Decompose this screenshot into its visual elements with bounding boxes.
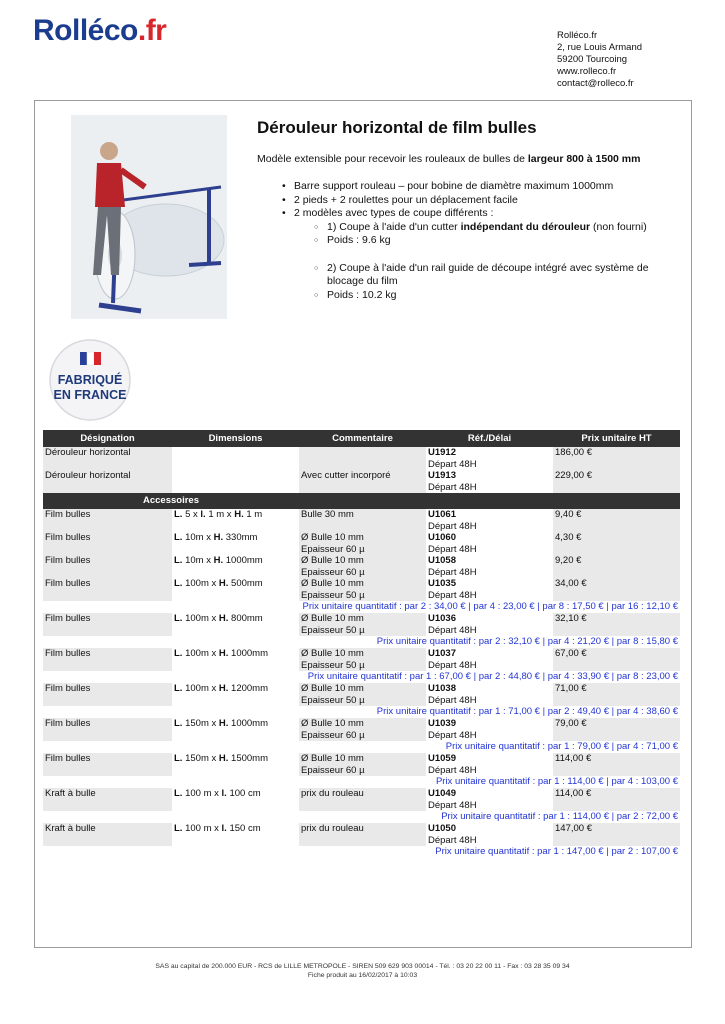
dimension-key: H.	[218, 683, 229, 694]
delay-text: Départ 48H	[428, 624, 477, 636]
dimension-key: H.	[218, 578, 229, 589]
made-in-france-badge	[48, 338, 132, 422]
feature-list	[278, 180, 688, 302]
quantity-price-text: Prix unitaire quantitatif : par 2 : 32,10 € | par 4 : 21,20 € | par 8 : 15,80 €	[376, 636, 678, 647]
dimension-key: H.	[218, 753, 229, 764]
delay-text: Départ 48H	[428, 834, 477, 846]
dimension-key: l.	[221, 823, 227, 834]
price-text: 229,00 €	[555, 470, 592, 481]
ref-code: U1912	[428, 447, 456, 458]
comment-text: Epaisseur 60 µ	[301, 729, 365, 741]
quantity-price-cell	[43, 636, 680, 648]
cell-ref	[426, 447, 553, 470]
model-list	[294, 221, 688, 303]
dimension-value: 150 cm	[226, 823, 261, 834]
address-email-link[interactable]: contact@rolleco.fr	[557, 78, 634, 89]
ref-code: U1036	[428, 613, 456, 624]
dimension-key: H.	[218, 718, 229, 729]
designation-text: Film bulles	[45, 648, 91, 659]
dimension-value: 100m x	[182, 683, 219, 694]
quantity-price-row	[43, 811, 680, 823]
delay-text: Départ 48H	[428, 799, 477, 811]
ref-code: U1058	[428, 555, 456, 566]
table-row	[43, 509, 680, 532]
product-table	[43, 430, 680, 858]
footer-legal: SAS au capital de 200.000 EUR - RCS de LILLE METROPOLE - SIREN 509 629 903 00014 - Tél. : 03 20 22 00 11 - Fax : 03 28 35 09 34	[155, 963, 570, 970]
dimension-value: 1 m x	[205, 509, 235, 520]
address-line: Rolléco.fr	[557, 30, 598, 41]
cell-comment	[299, 823, 426, 846]
comment-text: Epaisseur 60 µ	[301, 764, 365, 776]
dimension-value: 5 x	[182, 509, 201, 520]
feature-item	[278, 207, 688, 302]
model-1-cut	[314, 221, 688, 235]
cell-designation	[43, 613, 172, 636]
model-2-cut: ○ 2) Coupe à l'aide d'un rail guide de découpe intégré avec système de blocage du film	[314, 262, 688, 289]
price-text: 147,00 €	[555, 823, 592, 834]
quantity-price-text: Prix unitaire quantitatif : par 1 : 114,00 € | par 4 : 103,00 €	[435, 776, 678, 787]
cell-designation	[43, 753, 172, 776]
dimension-value: 100 cm	[226, 788, 261, 799]
dimension-key: L.	[174, 648, 183, 659]
comment-text: Ø Bulle 10 mm	[301, 648, 364, 659]
footer-date: Fiche produit au 16/02/2017 à 10:03	[307, 972, 418, 979]
cell-ref	[426, 578, 553, 601]
cell-dimensions	[172, 532, 299, 555]
dimension-key: H.	[213, 532, 224, 543]
cell-comment	[299, 718, 426, 741]
dimension-key: L.	[174, 532, 183, 543]
cell-price	[553, 718, 680, 741]
comment-text: Avec cutter incorporé	[301, 470, 391, 481]
feature-item: • Barre support rouleau – pour bobine de diamètre maximum 1000mm	[278, 180, 688, 194]
cell-price	[553, 470, 680, 493]
ref-code: U1913	[428, 470, 456, 481]
cell-dimensions	[172, 753, 299, 776]
delay-text: Départ 48H	[428, 543, 477, 555]
delay-text: Départ 48H	[428, 458, 477, 470]
table-row	[43, 683, 680, 706]
cell-designation	[43, 683, 172, 706]
model-2-weight: ○ Poids : 10.2 kg	[314, 289, 688, 303]
dimension-value: 150m x	[182, 753, 219, 764]
cell-price	[553, 683, 680, 706]
cell-designation	[43, 555, 172, 578]
dimension-key: H.	[213, 555, 224, 566]
price-text: 34,00 €	[555, 578, 587, 589]
table-row	[43, 648, 680, 671]
comment-text: Ø Bulle 10 mm	[301, 613, 364, 624]
dimension-value: 100 m x	[182, 788, 222, 799]
quantity-price-cell	[43, 846, 680, 858]
comment-text: Ø Bulle 10 mm	[301, 532, 364, 543]
dimension-key: H.	[234, 509, 244, 520]
dimension-value: 1500mm	[228, 753, 268, 764]
price-text: 4,30 €	[555, 532, 582, 543]
designation-text: Kraft à bulle	[45, 823, 96, 834]
model-1-weight: ○ Poids : 9.6 kg	[314, 234, 688, 248]
delay-text: Départ 48H	[428, 589, 477, 601]
cell-ref	[426, 470, 553, 493]
cell-designation	[43, 718, 172, 741]
ref-code: U1050	[428, 823, 456, 834]
cell-dimensions	[172, 683, 299, 706]
dimension-value: 330mm	[223, 532, 258, 543]
cell-ref	[426, 613, 553, 636]
dimension-key: L.	[174, 578, 183, 589]
comment-text: Bulle 30 mm	[301, 509, 354, 520]
cell-ref	[426, 718, 553, 741]
accessories-label-text: Accessoires	[143, 495, 199, 506]
cell-dimensions	[172, 613, 299, 636]
cell-dimensions	[172, 555, 299, 578]
price-text: 71,00 €	[555, 683, 587, 694]
address-line: 59200 Tourcoing	[557, 54, 628, 65]
accessories-header-row	[43, 493, 680, 509]
quantity-price-row	[43, 846, 680, 858]
table-row	[43, 447, 680, 470]
quantity-price-row	[43, 601, 680, 613]
cell-dimensions	[172, 578, 299, 601]
price-text: 114,00 €	[555, 753, 592, 764]
designation-text: Film bulles	[45, 509, 91, 520]
ref-code: U1035	[428, 578, 456, 589]
ref-code: U1060	[428, 532, 456, 543]
comment-text: Epaisseur 50 µ	[301, 659, 365, 671]
table-row	[43, 613, 680, 636]
cell-price	[553, 532, 680, 555]
col-header-price: Prix unitaire HT	[553, 430, 680, 447]
badge-line-2: EN FRANCE	[53, 388, 127, 402]
model-1-note: (non fourni)	[590, 220, 647, 233]
comment-text: Epaisseur 50 µ	[301, 624, 365, 636]
dimension-value: 1 m	[243, 509, 263, 520]
designation-text: Film bulles	[45, 683, 91, 694]
quantity-price-cell	[43, 706, 680, 718]
cell-price	[553, 555, 680, 578]
quantity-price-text: Prix unitaire quantitatif : par 1 : 71,00 € | par 2 : 49,40 € | par 4 : 38,60 €	[376, 706, 678, 717]
cell-designation	[43, 788, 172, 811]
quantity-price-row	[43, 636, 680, 648]
cell-comment	[299, 753, 426, 776]
dimension-key: L.	[174, 788, 183, 799]
rolleco-logo[interactable]	[33, 14, 166, 48]
ref-code: U1039	[428, 718, 456, 729]
accessories-label	[43, 493, 680, 509]
cell-ref	[426, 823, 553, 846]
designation-text: Film bulles	[45, 613, 91, 624]
comment-text: Ø Bulle 10 mm	[301, 555, 364, 566]
dimension-value: 1200mm	[228, 683, 268, 694]
dimension-value: 100m x	[182, 648, 219, 659]
comment-text: prix du rouleau	[301, 823, 364, 834]
model-1-bold: indépendant du dérouleur	[460, 220, 591, 233]
delay-text: Départ 48H	[428, 566, 477, 578]
dimension-value: 800mm	[228, 613, 263, 624]
col-header-dimensions: Dimensions	[172, 430, 299, 447]
comment-text: Epaisseur 50 µ	[301, 694, 365, 706]
designation-text: Film bulles	[45, 532, 91, 543]
intro-text: Modèle extensible pour recevoir les rouleaux de bulles de	[257, 153, 528, 165]
quantity-price-cell	[43, 776, 680, 788]
designation-text: Film bulles	[45, 718, 91, 729]
logo-main-text: Rolléco	[33, 14, 138, 47]
price-text: 32,10 €	[555, 613, 587, 624]
designation-text: Film bulles	[45, 578, 91, 589]
cell-comment	[299, 788, 426, 811]
designation-text: Dérouleur horizontal	[45, 447, 131, 458]
dimension-value: 1000mm	[223, 555, 263, 566]
cell-comment	[299, 683, 426, 706]
price-text: 9,40 €	[555, 509, 582, 520]
cell-price	[553, 447, 680, 470]
comment-text: Ø Bulle 10 mm	[301, 718, 364, 729]
cell-ref	[426, 753, 553, 776]
cell-ref	[426, 788, 553, 811]
price-text: 186,00 €	[555, 447, 592, 458]
designation-text: Film bulles	[45, 555, 91, 566]
quantity-price-cell	[43, 601, 680, 613]
table-row	[43, 470, 680, 493]
table-row	[43, 532, 680, 555]
quantity-price-text: Prix unitaire quantitatif : par 2 : 34,00 € | par 4 : 23,00 € | par 8 : 17,50 € | par 16 : 12,10 €	[302, 601, 678, 612]
cell-comment	[299, 509, 426, 532]
dimension-key: L.	[174, 613, 183, 624]
cell-comment	[299, 555, 426, 578]
ref-code: U1059	[428, 753, 456, 764]
designation-text: Kraft à bulle	[45, 788, 96, 799]
table-row	[43, 578, 680, 601]
dimension-value: 10m x	[182, 532, 214, 543]
table-row	[43, 788, 680, 811]
dimension-key: L.	[174, 753, 183, 764]
delay-text: Départ 48H	[428, 659, 477, 671]
cell-dimensions	[172, 470, 299, 493]
cell-price	[553, 648, 680, 671]
dimension-value: 1000mm	[228, 648, 268, 659]
price-text: 67,00 €	[555, 648, 587, 659]
cell-ref	[426, 683, 553, 706]
designation-text: Dérouleur horizontal	[45, 470, 131, 481]
delay-text: Départ 48H	[428, 764, 477, 776]
cell-ref	[426, 555, 553, 578]
cell-dimensions	[172, 718, 299, 741]
model-1-text: 1) Coupe à l'aide d'un cutter	[327, 220, 461, 233]
intro-width-range: largeur 800 à 1500 mm	[527, 153, 641, 165]
dimension-key: L.	[174, 823, 183, 834]
quantity-price-row	[43, 706, 680, 718]
comment-text: Ø Bulle 10 mm	[301, 753, 364, 764]
dimension-key: L.	[174, 683, 183, 694]
delay-text: Départ 48H	[428, 520, 477, 532]
dimension-key: H.	[218, 613, 229, 624]
dimension-key: L.	[174, 509, 183, 520]
table-body	[43, 447, 680, 858]
cell-price	[553, 788, 680, 811]
quantity-price-text: Prix unitaire quantitatif : par 1 : 67,00 € | par 2 : 44,80 € | par 4 : 33,90 € | par 8 : 23,00 €	[307, 671, 678, 682]
col-header-comment: Commentaire	[299, 430, 426, 447]
cell-dimensions	[172, 788, 299, 811]
quantity-price-cell	[43, 741, 680, 753]
comment-text: Epaisseur 60 µ	[301, 543, 365, 555]
cell-price	[553, 578, 680, 601]
dimension-value: 100m x	[182, 613, 219, 624]
cell-designation	[43, 470, 172, 493]
comment-text: prix du rouleau	[301, 788, 364, 799]
cell-designation	[43, 532, 172, 555]
dimension-key: l.	[200, 509, 206, 520]
product-title: Dérouleur horizontal de film bulles	[257, 118, 537, 137]
dimension-value: 10m x	[182, 555, 214, 566]
dimension-value: 100m x	[182, 578, 219, 589]
comment-text: Ø Bulle 10 mm	[301, 578, 364, 589]
table-row	[43, 718, 680, 741]
table-row	[43, 555, 680, 578]
dimension-value: 500mm	[228, 578, 263, 589]
cell-ref	[426, 648, 553, 671]
feature-item-text: 2 modèles avec types de coupe différents :	[294, 207, 494, 219]
cell-price	[553, 823, 680, 846]
cell-price	[553, 509, 680, 532]
quantity-price-row	[43, 671, 680, 683]
dimension-value: 100 m x	[182, 823, 222, 834]
company-address	[557, 30, 642, 90]
dimension-key: H.	[218, 648, 229, 659]
cell-comment	[299, 447, 426, 470]
dimension-key: L.	[174, 718, 183, 729]
cell-dimensions	[172, 509, 299, 532]
dimension-value: 1000mm	[228, 718, 268, 729]
col-header-designation: Désignation	[43, 430, 172, 447]
designation-text: Film bulles	[45, 753, 91, 764]
quantity-price-text: Prix unitaire quantitatif : par 1 : 147,00 € | par 2 : 107,00 €	[435, 846, 678, 857]
feature-item: • 2 pieds + 2 roulettes pour un déplacement facile	[278, 194, 688, 208]
quantity-price-text: Prix unitaire quantitatif : par 1 : 79,00 € | par 4 : 71,00 €	[445, 741, 678, 752]
ref-code: U1038	[428, 683, 456, 694]
dimension-key: L.	[174, 555, 183, 566]
cell-dimensions	[172, 648, 299, 671]
table-header-row	[43, 430, 680, 447]
product-intro	[257, 153, 640, 165]
price-text: 114,00 €	[555, 788, 592, 799]
delay-text: Départ 48H	[428, 694, 477, 706]
cell-comment	[299, 613, 426, 636]
address-line: 2, rue Louis Armand	[557, 42, 643, 53]
ref-code: U1037	[428, 648, 456, 659]
cell-ref	[426, 532, 553, 555]
address-website-link[interactable]: www.rolleco.fr	[557, 66, 617, 77]
quantity-price-cell	[43, 811, 680, 823]
ref-code: U1049	[428, 788, 456, 799]
quantity-price-text: Prix unitaire quantitatif : par 1 : 114,00 € | par 2 : 72,00 €	[441, 811, 678, 822]
product-photo	[71, 115, 227, 319]
cell-comment	[299, 532, 426, 555]
col-header-ref: Réf./Délai	[426, 430, 553, 447]
cell-designation	[43, 823, 172, 846]
cell-dimensions	[172, 823, 299, 846]
cell-ref	[426, 509, 553, 532]
cell-designation	[43, 447, 172, 470]
cell-dimensions	[172, 447, 299, 470]
page-footer	[0, 962, 725, 980]
cell-price	[553, 613, 680, 636]
dimension-key: l.	[221, 788, 227, 799]
cell-comment	[299, 648, 426, 671]
dimension-value: 150m x	[182, 718, 219, 729]
quantity-price-cell	[43, 671, 680, 683]
cell-comment	[299, 578, 426, 601]
comment-text: Epaisseur 60 µ	[301, 566, 365, 578]
quantity-price-row	[43, 776, 680, 788]
delay-text: Départ 48H	[428, 481, 477, 493]
comment-text: Epaisseur 50 µ	[301, 589, 365, 601]
cell-price	[553, 753, 680, 776]
ref-code: U1061	[428, 509, 456, 520]
badge-line-1: FABRIQUÉ	[57, 373, 123, 387]
cell-comment	[299, 470, 426, 493]
logo-tld-text: .fr	[137, 14, 167, 47]
price-text: 79,00 €	[555, 718, 587, 729]
price-text: 9,20 €	[555, 555, 582, 566]
table-row	[43, 753, 680, 776]
cell-designation	[43, 648, 172, 671]
cell-designation	[43, 578, 172, 601]
cell-designation	[43, 509, 172, 532]
delay-text: Départ 48H	[428, 729, 477, 741]
table-row	[43, 823, 680, 846]
comment-text: Ø Bulle 10 mm	[301, 683, 364, 694]
quantity-price-row	[43, 741, 680, 753]
